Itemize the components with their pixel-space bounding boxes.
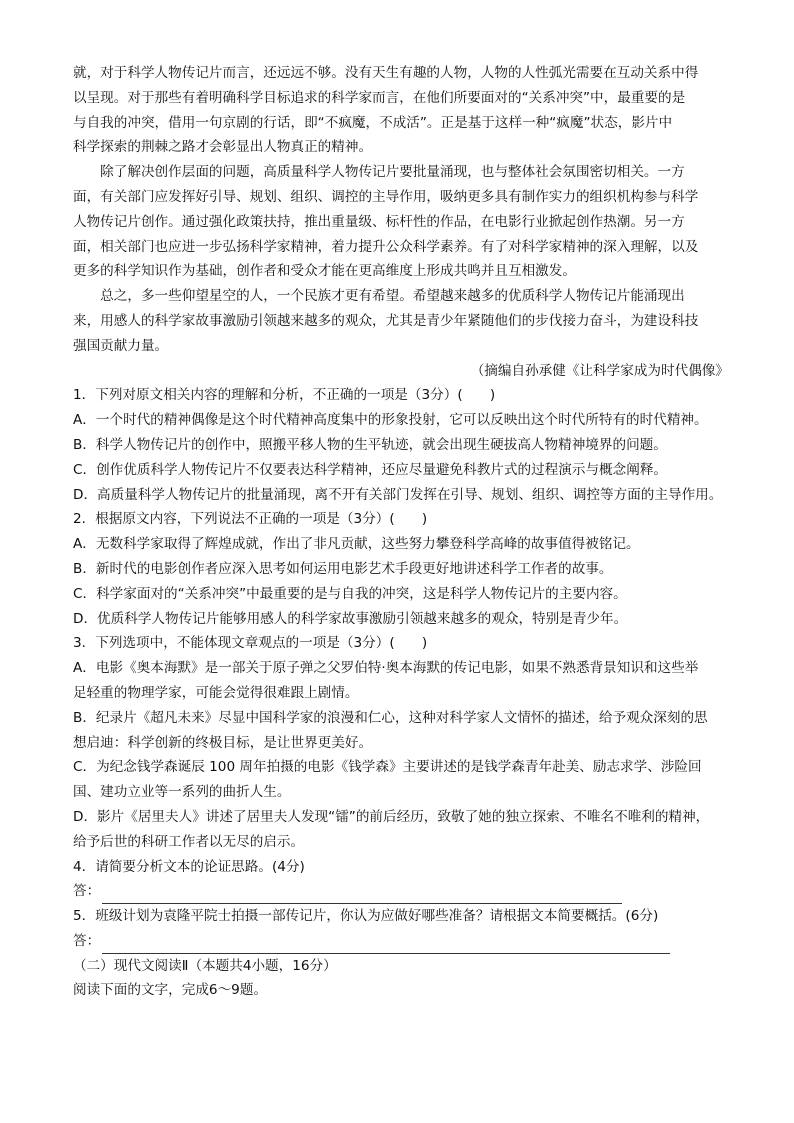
option-c-cont: 国、建功立业等一系列的曲折人生。 xyxy=(73,784,291,801)
text-line: 人物传记片创作。通过强化政策扶持，推出重量级、标杆性的作品，在电影行业掀起创作热潮。另一方 xyxy=(73,213,685,230)
option-c: C．创作优质科学人物传记片不仅要表达科学精神，还应尽量避免科教片式的过程演示与概念阐释。 xyxy=(73,461,668,478)
answer-line[interactable] xyxy=(73,879,729,904)
option-a-cont: 足轻重的物理学家，可能会觉得很难跟上剧情。 xyxy=(73,684,359,701)
page-content xyxy=(73,61,729,1003)
question-1 xyxy=(73,383,729,507)
passage-source: （摘编自孙承健《让科学家成为时代偶像》 xyxy=(470,362,729,379)
section-instruction: 阅读下面的文字，完成6～9题。 xyxy=(73,982,268,999)
question-2 xyxy=(73,507,729,631)
option-b-cont: 想启迪：科学创新的终极目标，是让世界更美好。 xyxy=(73,734,373,751)
text-line: 以呈现。对于那些有着明确科学目标追求的科学家而言，在他们所要面对的“关系冲突”中，最重要的是 xyxy=(73,89,686,106)
passage-paragraph-1 xyxy=(73,61,729,160)
text-line: 总之，多一些仰望星空的人，一个民族才更有希望。希望越来越多的优质科学人物传记片能涌现出 xyxy=(73,288,685,305)
question-stem: 4．请简要分析文本的论证思路。(4分) xyxy=(73,858,305,875)
option-a: A．无数科学家取得了辉煌成就，作出了非凡贡献，这些努力攀登科学高峰的故事值得被铭记。 xyxy=(73,536,640,553)
text-line: 除了解决创作层面的问题，高质量科学人物传记片要批量涌现，也与整体社会氛围密切相关。一方 xyxy=(73,164,685,181)
option-d: D．优质科学人物传记片能够用感人的科学家故事激励引领越来越多的观众，特别是青少年。 xyxy=(73,610,628,627)
option-b: B．纪录片《超凡未来》尽显中国科学家的浪漫和仁心，这种对科学家人文情怀的描述，给予观众深刻的思 xyxy=(73,709,708,726)
passage-paragraph-2 xyxy=(73,160,729,284)
option-c: C．为纪念钱学森诞辰 100 周年拍摄的电影《钱学森》主要讲述的是钱学森青年赴美、励志求学、涉险回 xyxy=(73,759,702,776)
question-5 xyxy=(73,904,729,954)
text-line: 更多的科学知识作为基础，创作者和受众才能在更高维度上形成共鸣并且互相激发。 xyxy=(73,263,576,280)
section-2 xyxy=(73,954,729,1004)
option-b: B．新时代的电影创作者应深入思考如何运用电影艺术手段更好地讲述科学工作者的故事。 xyxy=(73,560,613,577)
text-line: 科学探索的荆棘之路才会彰显出人物真正的精神。 xyxy=(73,139,373,156)
question-4 xyxy=(73,855,729,905)
question-stem: 2．根据原文内容，下列说法不正确的一项是（3分）( ) xyxy=(73,511,428,528)
option-d: D．高质量科学人物传记片的批量涌现，离不开有关部门发挥在引导、规划、组织、调控等方面的主导作用。 xyxy=(73,486,723,503)
text-line: 与自我的冲突，借用一句京剧的行话，即“不疯魔，不成活”。正是基于这样一种“疯魔”状态，影片中 xyxy=(73,114,673,131)
option-d-cont: 给予后世的科研工作者以无尽的启示。 xyxy=(73,833,305,850)
answer-label: 答： xyxy=(73,932,101,949)
answer-line[interactable] xyxy=(73,929,729,954)
option-d: D．影片《居里夫人》讲述了居里夫人发现“镭”的前后经历，致敬了她的独立探索、不唯名不唯利的精神， xyxy=(73,808,710,825)
option-a: A．一个时代的精神偶像是这个时代精神高度集中的形象投射，它可以反映出这个时代所特有的时代精神。 xyxy=(73,412,708,429)
question-stem: 1．下列对原文相关内容的理解和分析，不正确的一项是（3分）( ) xyxy=(73,387,496,404)
answer-blank[interactable] xyxy=(102,889,622,904)
question-stem: 5．班级计划为袁隆平院士拍摄一部传记片，你认为应做好哪些准备？请根据文本简要概括。(6分) xyxy=(73,908,659,925)
text-line: 面，有关部门应发挥好引导、规划、组织、调控的主导作用，吸纳更多具有制作实力的组织机构参与科学 xyxy=(73,188,699,205)
text-line: 面，相关部门也应进一步弘扬科学家精神，着力提升公众科学素养。有了对科学家精神的深入理解，以及 xyxy=(73,238,699,255)
question-stem: 3．下列选项中，不能体现文章观点的一项是（3分）( ) xyxy=(73,635,428,652)
section-heading: （二）现代文阅读Ⅱ（本题共4小题，16分） xyxy=(73,957,337,974)
answer-label: 答： xyxy=(73,883,101,900)
text-line: 强国贡献力量。 xyxy=(73,337,169,354)
question-3 xyxy=(73,631,729,854)
option-a: A．电影《奥本海默》是一部关于原子弹之父罗伯特·奥本海默的传记电影，如果不熟悉背景知识和这些举 xyxy=(73,660,699,677)
passage-paragraph-3 xyxy=(73,284,729,358)
text-line: 来，用感人的科学家故事激励引领越来越多的观众，尤其是青少年紧随他们的步伐接力奋斗，为建设科技 xyxy=(73,312,699,329)
option-b: B．科学人物传记片的创作中，照搬平移人物的生平轨迹，就会出现生硬拔高人物精神境界的问题。 xyxy=(73,436,667,453)
answer-blank[interactable] xyxy=(102,939,670,954)
option-c: C．科学家面对的“关系冲突”中最重要的是与自我的冲突，这是科学人物传记片的主要内容。 xyxy=(73,585,627,602)
text-line: 就，对于科学人物传记片而言，还远远不够。没有天生有趣的人物，人物的人性弧光需要在互动关系中得 xyxy=(73,65,699,81)
